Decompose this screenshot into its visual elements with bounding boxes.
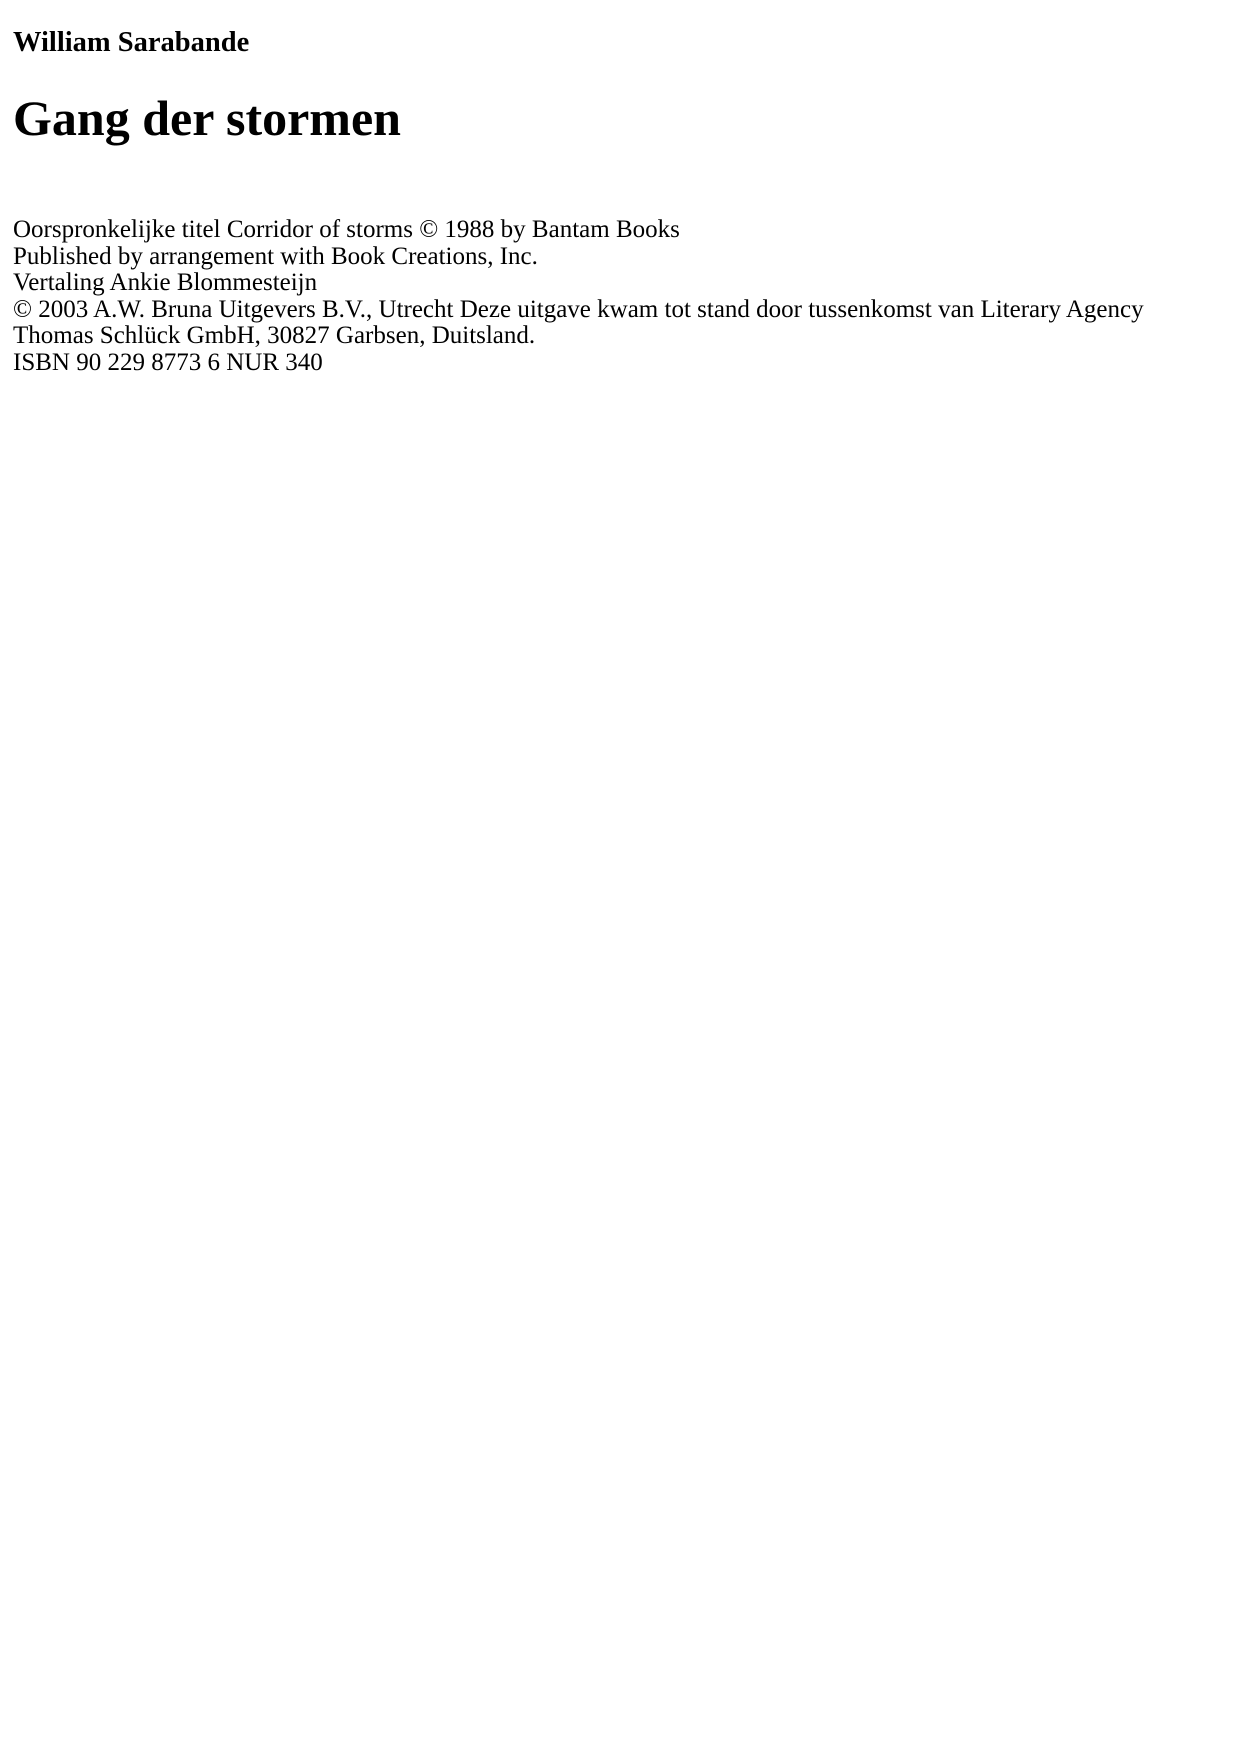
colophon-line-translator: Vertaling Ankie Blommesteijn [13,269,318,296]
colophon-line-original-title: Oorspronkelijke titel Corridor of storms © 1988 by Bantam Books [13,216,680,243]
author-name: William Sarabande [13,27,250,58]
book-title: Gang der stormen [13,90,401,146]
colophon-line-copyright: © 2003 A.W. Bruna Uitgevers B.V., Utrecht Deze uitgave kwam tot stand door tussenkomst van Literary Agency [13,295,1144,323]
colophon-line-agency-address: Thomas Schlück GmbH, 30827 Garbsen, Duitsland. [13,322,536,349]
colophon-block [13,217,1144,376]
colophon-line-isbn: ISBN 90 229 8773 6 NUR 340 [13,348,323,376]
colophon-line-published-by: Published by arrangement with Book Creations, Inc. [13,242,538,270]
